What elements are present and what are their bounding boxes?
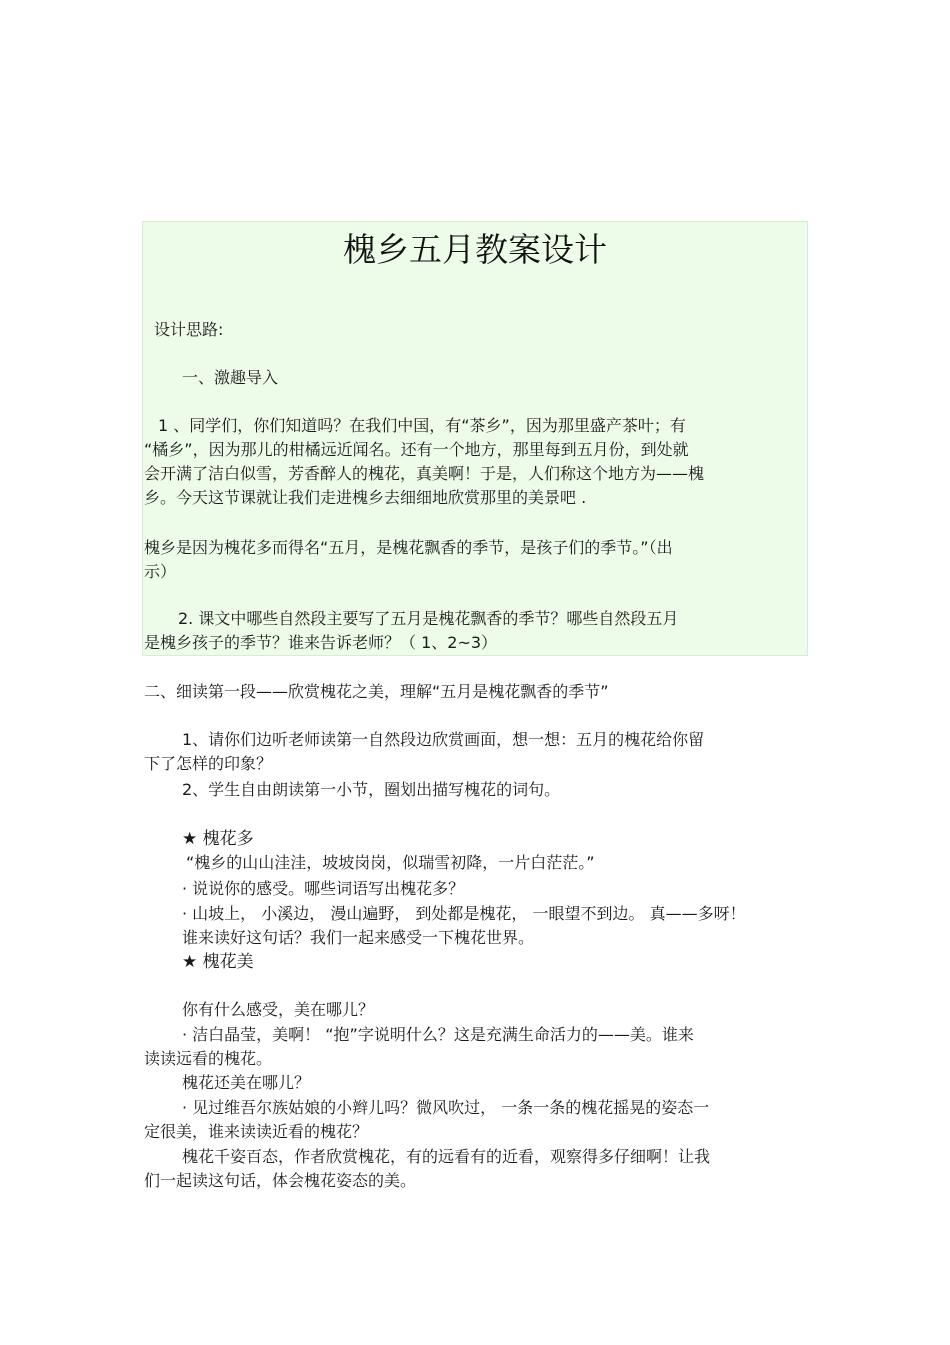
page-title: 槐乡五月教案设计 [343,230,607,269]
bullet-line: · 山坡上， 小溪边， 漫山遍野， 到处都是槐花， 一眼望不到边。 真——多呀！ [182,904,746,923]
paragraph-line: 你有什么感受，美在哪儿？ [182,1000,375,1019]
paragraph-line: 下了怎样的印象？ [144,754,273,773]
design-heading: 设计思路: [154,320,224,339]
paragraph-line: 槐花千姿百态，作者欣赏槐花，有的远看有的近看，观察得多仔细啊！让我 [182,1147,711,1166]
star-heading-many: ★ 槐花多 [182,829,254,849]
paragraph-line: 示） [144,562,177,581]
section-heading: 二、细读第一段——欣赏槐花之美，理解“五月是槐花飘香的季节” [144,682,609,701]
bullet-line: · 见过维吾尔族姑娘的小辫儿吗？微风吹过， 一条一条的槐花摇晃的姿态一 [182,1098,710,1117]
bullet-line: · 说说你的感受。哪些词语写出槐花多？ [182,879,465,898]
paragraph-line: 们一起读这句话，体会槐花姿态的美。 [144,1171,417,1190]
paragraph-line: 谁来读好这句话？我们一起来感受一下槐花世界。 [182,928,535,947]
quote-line: “槐乡的山山洼洼，坡坡岗岗，似瑞雪初降，一片白茫茫。” [186,853,595,872]
paragraph-line: 槐花还美在哪儿？ [182,1073,311,1092]
intro-heading: 一、激趣导入 [182,368,279,387]
paragraph-line: 读读远看的槐花。 [144,1049,273,1068]
paragraph-line: 1、请你们边听老师读第一自然段边欣赏画面，想一想：五月的槐花给你留 [182,730,705,749]
paragraph-line: 1 、同学们，你们知道吗？在我们中国，有“茶乡”，因为那里盛产茶叶；有 [158,416,686,435]
star-heading-beauty: ★ 槐花美 [182,952,254,972]
paragraph-line: “橘乡”，因为那儿的柑橘远近闻名。还有一个地方，那里每到五月份，到处就 [144,440,689,459]
paragraph-line: 是槐乡孩子的季节？谁来告诉老师？（ 1、2~3） [144,633,498,652]
paragraph-line: 槐乡是因为槐花多而得名“五月，是槐花飘香的季节，是孩子们的季节。”（出 [144,538,673,557]
paragraph-line: 定很美，谁来读读近看的槐花？ [144,1122,369,1141]
paragraph-line: 2. 课文中哪些自然段主要写了五月是槐花飘香的季节？哪些自然段五月 [178,609,679,628]
paragraph-line: 乡。今天这节课就让我们走进槐乡去细细地欣赏那里的美景吧 . [144,488,587,507]
paragraph-line: 2、学生自由朗读第一小节，圈划出描写槐花的词句。 [182,780,561,799]
paragraph-line: 会开满了洁白似雪，芳香醉人的槐花，真美啊！于是，人们称这个地方为——槐 [144,464,705,483]
bullet-line: · 洁白晶莹，美啊！ “抱”字说明什么？这是充满生命活力的——美。谁来 [182,1025,694,1044]
